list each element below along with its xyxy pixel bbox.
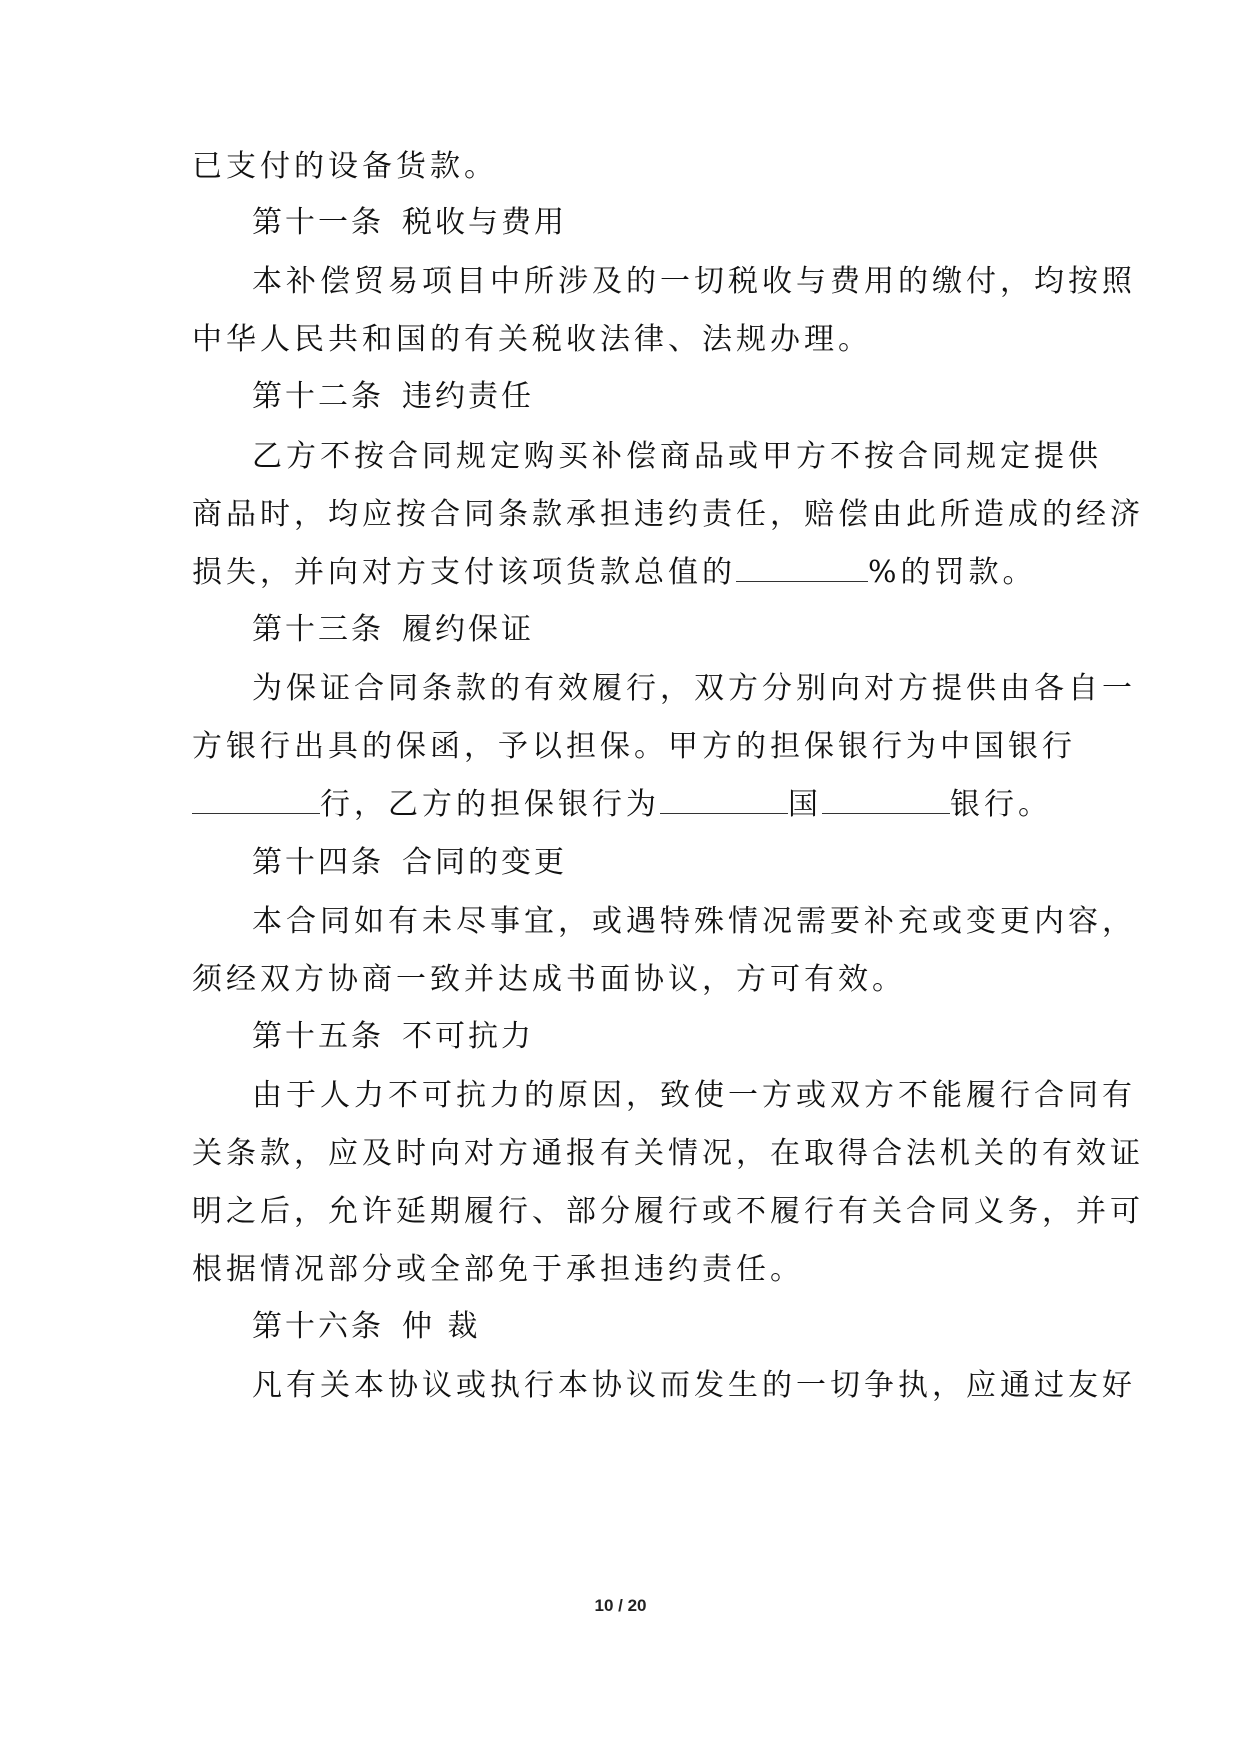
paragraph-line: 商品时，均应按合同条款承担违约责任，赔偿由此所造成的经济 bbox=[192, 497, 1144, 532]
article-12-heading bbox=[252, 379, 534, 415]
penalty-percent-blank bbox=[736, 555, 868, 582]
article-title: 仲 裁 bbox=[402, 1309, 481, 1344]
text-segment: 行，乙方的担保银行为 bbox=[320, 787, 660, 822]
article-number: 第十五条 bbox=[252, 1019, 384, 1054]
paragraph-line: 本补偿贸易项目中所涉及的一切税收与费用的缴付，均按照 bbox=[252, 264, 1136, 299]
paragraph-line: 明之后，允许延期履行、部分履行或不履行有关合同义务，并可 bbox=[192, 1194, 1144, 1229]
paragraph-line: 由于人力不可抗力的原因，致使一方或双方不能履行合同有 bbox=[252, 1078, 1136, 1113]
article-number: 第十四条 bbox=[252, 845, 384, 880]
text-segment: 损失，并向对方支付该项货款总值的 bbox=[192, 555, 736, 590]
paragraph-line bbox=[192, 787, 1052, 823]
article-number: 第十一条 bbox=[252, 205, 384, 240]
article-11-heading bbox=[252, 205, 567, 241]
article-number: 第十六条 bbox=[252, 1309, 384, 1344]
paragraph-line: 为保证合同条款的有效履行，双方分别向对方提供由各自一 bbox=[252, 671, 1136, 706]
article-14-heading bbox=[252, 845, 567, 881]
paragraph-line: 本合同如有未尽事宜，或遇特殊情况需要补充或变更内容， bbox=[252, 904, 1136, 939]
party-b-bank-blank bbox=[822, 787, 950, 814]
article-title: 违约责任 bbox=[402, 379, 534, 414]
paragraph-line: 须经双方协商一致并达成书面协议，方可有效。 bbox=[192, 962, 906, 997]
article-16-heading bbox=[252, 1309, 481, 1345]
article-15-heading bbox=[252, 1019, 534, 1055]
paragraph-line: 凡有关本协议或执行本协议而发生的一切争执，应通过友好 bbox=[252, 1368, 1136, 1403]
party-a-bank-blank bbox=[192, 787, 320, 814]
text-segment: 国 bbox=[788, 787, 822, 822]
page-number: 10 / 20 bbox=[594, 1596, 647, 1615]
article-13-heading bbox=[252, 612, 534, 648]
text-segment: %的罚款。 bbox=[868, 555, 1037, 590]
paragraph-line: 关条款，应及时向对方通报有关情况，在取得合法机关的有效证 bbox=[192, 1136, 1144, 1171]
article-title: 税收与费用 bbox=[402, 205, 567, 240]
article-number: 第十三条 bbox=[252, 612, 384, 647]
party-b-country-blank bbox=[660, 787, 788, 814]
text-segment: 银行。 bbox=[950, 787, 1052, 822]
paragraph-line: 中华人民共和国的有关税收法律、法规办理。 bbox=[192, 322, 872, 357]
paragraph-line bbox=[192, 555, 1037, 591]
paragraph-line: 乙方不按合同规定购买补偿商品或甲方不按合同规定提供 bbox=[252, 439, 1102, 474]
paragraph-line: 已支付的设备货款。 bbox=[192, 149, 498, 184]
paragraph-line: 方银行出具的保函，予以担保。甲方的担保银行为中国银行 bbox=[192, 729, 1076, 764]
article-title: 不可抗力 bbox=[402, 1019, 534, 1054]
article-title: 合同的变更 bbox=[402, 845, 567, 880]
article-title: 履约保证 bbox=[402, 612, 534, 647]
paragraph-line: 根据情况部分或全部免于承担违约责任。 bbox=[192, 1252, 804, 1287]
article-number: 第十二条 bbox=[252, 379, 384, 414]
